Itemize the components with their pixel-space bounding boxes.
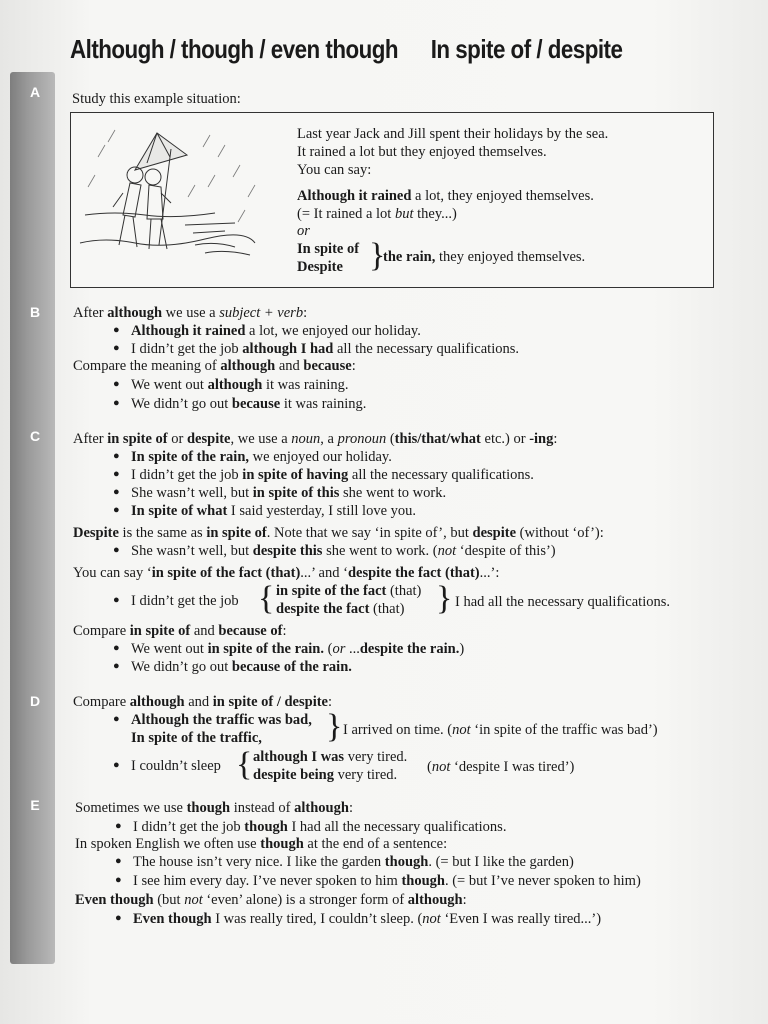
left-brace-icon: { [258,580,275,617]
title-left: Although / though / even though [70,34,399,64]
example-d1-end: I arrived on time. (not ‘in spite of the traffic was bad’) [343,722,658,738]
title-right: In spite of / despite [430,34,623,64]
example-c4: In spite of what I said yesterday, I still love you. [131,503,417,519]
bullet-icon: ● [113,486,120,498]
example-b2: I didn’t get the job although I had all the necessary qualifications. [131,341,519,357]
example-d1-option1: Although the traffic was bad, [131,712,312,728]
section-e-even-though: Even though (but not ‘even’ alone) is a stronger form of although: [75,892,467,908]
section-label-a: A [29,84,41,100]
section-c-compare: Compare in spite of and because of: [73,623,287,639]
bullet-icon: ● [113,450,120,462]
example-c1: In spite of the rain, we enjoyed our holiday. [131,449,392,465]
section-label-d: D [29,693,41,709]
bullet-icon: ● [115,912,122,924]
bullet-icon: ● [113,594,120,606]
story-line-2: It rained a lot but they enjoyed themselves. [297,144,547,160]
example-e2: The house isn’t very nice. I like the garden though. (= but I like the garden) [133,854,574,870]
example-paraphrase: (= It rained a lot but they...) [297,206,457,222]
story-line-3: You can say: [297,162,372,178]
rain-illustration [75,115,285,285]
story-line-1: Last year Jack and Jill spent their holidays by the sea. [297,126,609,142]
example-c5: She wasn’t well, but despite this she went to work. (not ‘despite of this’) [131,543,556,559]
page-title [70,34,623,65]
section-label-c: C [29,428,41,444]
section-b-compare: Compare the meaning of although and because: [73,358,356,374]
bullet-icon: ● [113,660,120,672]
section-tab-strip [10,72,55,964]
bullet-icon: ● [113,504,120,516]
example-e3: I see him every day. I’ve never spoken to him though. (= but I’ve never spoken to him) [133,873,641,889]
example-c8: We didn’t go out because of the rain. [131,659,352,675]
bullet-icon: ● [113,378,120,390]
example-b4: We didn’t go out because it was raining. [131,396,367,412]
bullet-icon: ● [113,642,120,654]
example-b3: We went out although it was raining. [131,377,349,393]
example-c3: She wasn’t well, but in spite of this she went to work. [131,485,447,501]
section-label-b: B [29,304,41,320]
bullet-icon: ● [113,324,120,336]
bullet-icon: ● [113,544,120,556]
section-e-spoken: In spoken English we often use though at the end of a sentence: [75,836,448,852]
section-c-despite-note: Despite is the same as in spite of. Note that we say ‘in spite of’, but despite (without ‘of’): [73,525,604,541]
bullet-icon: ● [113,468,120,480]
section-d-rule: Compare although and in spite of / despite: [73,694,333,710]
option-despite: Despite [297,259,343,275]
example-b1: Although it rained a lot, we enjoyed our holiday. [131,323,421,339]
example-although: Although it rained a lot, they enjoyed themselves. [297,188,594,204]
bullet-icon: ● [115,874,122,886]
section-a-intro: Study this example situation: [72,91,241,107]
example-c6-option1: in spite of the fact (that) [276,583,422,599]
bullet-icon: ● [113,397,120,409]
right-brace-icon: } [436,580,453,617]
bullet-icon: ● [113,342,120,354]
section-c-fact-note: You can say ‘in spite of the fact (that)...’ and ‘despite the fact (that)...’: [73,565,500,581]
section-c-rule: After in spite of or despite, we use a noun, a pronoun (this/that/what etc.) or -ing: [73,431,558,447]
brace-icon: } [369,237,386,274]
example-d2-end: (not ‘despite I was tired’) [427,759,575,775]
example-d1-option2: In spite of the traffic, [131,730,262,746]
example-c6-end: I had all the necessary qualifications. [455,594,671,610]
bullet-icon: ● [115,820,122,832]
example-box [70,112,714,288]
example-c7: We went out in spite of the rain. (or ...despite the rain.) [131,641,465,657]
bullet-icon: ● [113,713,120,725]
example-c6-start: I didn’t get the job [131,593,239,609]
bullet-icon: ● [113,759,120,771]
example-d2-option2: despite being very tired. [253,767,398,783]
example-or: or [297,223,310,239]
brace-icon: } [326,708,343,745]
section-b-rule: After although we use a subject + verb: [73,305,308,321]
left-brace-icon: { [236,746,253,783]
option-in-spite-of: In spite of [297,241,360,257]
bullet-icon: ● [115,855,122,867]
example-c6-option2: despite the fact (that) [276,601,405,617]
example-e4: Even though I was really tired, I couldn’t sleep. (not ‘Even I was really tired...’) [133,911,602,927]
example-d2-start: I couldn’t sleep [131,758,221,774]
example-c2: I didn’t get the job in spite of having all the necessary qualifications. [131,467,534,483]
section-label-e: E [30,797,40,813]
example-d2-option1: although I was very tired. [253,749,408,765]
example-despite-rest: the rain, they enjoyed themselves. [383,249,586,265]
example-e1: I didn’t get the job though I had all the necessary qualifications. [133,819,507,835]
section-e-rule: Sometimes we use though instead of although: [75,800,353,816]
